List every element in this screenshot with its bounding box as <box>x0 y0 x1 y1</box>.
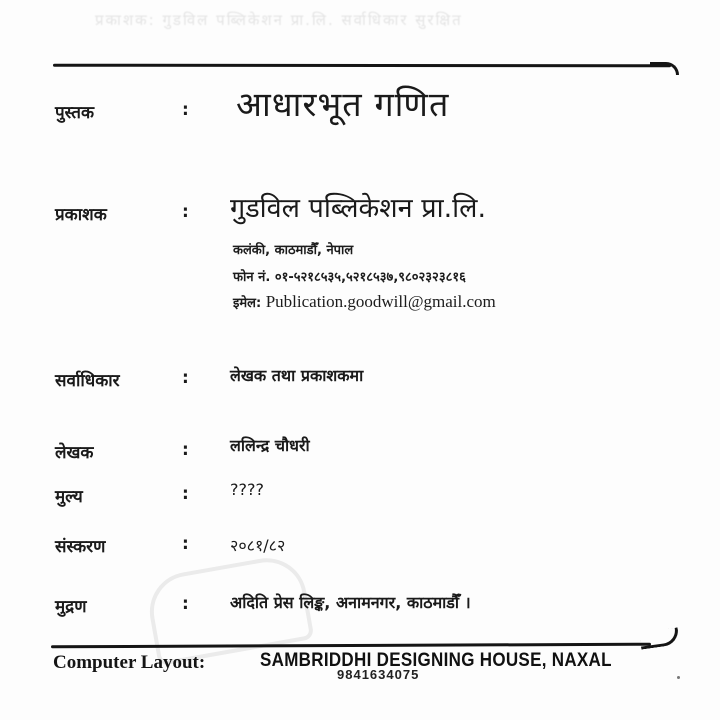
copyright-label: सर्वाधिकार <box>55 371 120 391</box>
edition-separator: : <box>182 534 189 554</box>
copyright-value: लेखक तथा प्रकाशकमा <box>230 366 364 385</box>
top-divider-curl <box>650 62 679 75</box>
price-value: ???? <box>230 480 264 499</box>
layout-value: SAMBRIDDHI DESIGNING HOUSE, NAXAL <box>260 648 612 671</box>
bottom-divider-curl <box>639 627 680 649</box>
phone-label: फोन नं. <box>233 270 271 285</box>
book-title: आधारभूत गणित <box>236 85 450 125</box>
printing-value: अदिति प्रेस लिङ्क, अनामनगर, काठमाडौँ । <box>230 593 471 612</box>
price-label: मुल्य <box>55 487 83 507</box>
author-separator: : <box>182 440 189 460</box>
copyright-separator: : <box>182 368 189 388</box>
printing-label: मुद्रण <box>55 597 87 617</box>
layout-label: Computer Layout: <box>53 652 206 673</box>
speck <box>677 676 680 679</box>
author-label: लेखक <box>55 443 94 463</box>
bottom-divider <box>51 643 651 649</box>
top-divider <box>53 64 671 68</box>
publisher-address: कलंकी, काठमाडौँ, नेपाल <box>233 243 354 258</box>
printing-separator: : <box>182 594 189 614</box>
email-label: इमेल: <box>233 296 262 311</box>
book-label: पुस्तक <box>55 103 95 123</box>
publisher-email-line <box>233 292 496 312</box>
edition-label: संस्करण <box>55 537 106 557</box>
publisher-phone-line <box>233 267 466 285</box>
price-separator: : <box>182 484 189 504</box>
email-address: Publication.goodwill@gmail.com <box>265 292 496 311</box>
publisher-label: प्रकाशक <box>55 205 107 225</box>
publisher-name: गुडविल पब्लिकेशन प्रा.लि. <box>230 193 487 224</box>
layout-phone-partial: 9841634075 <box>337 667 420 682</box>
phone-numbers: ०१-५२१८५३५,५२१८५३७,९८०२३२३८१६ <box>274 270 466 285</box>
bleed-through-text: प्रकाशक: गुडविल पब्लिकेशन प्रा.लि. सर्वाधिकार सुरक्षित <box>95 11 463 29</box>
author-name: ललिन्द्र चौधरी <box>230 436 310 455</box>
edition-value: २०८१/८२ <box>230 536 286 555</box>
book-separator: : <box>182 100 189 120</box>
publisher-separator: : <box>182 202 189 222</box>
